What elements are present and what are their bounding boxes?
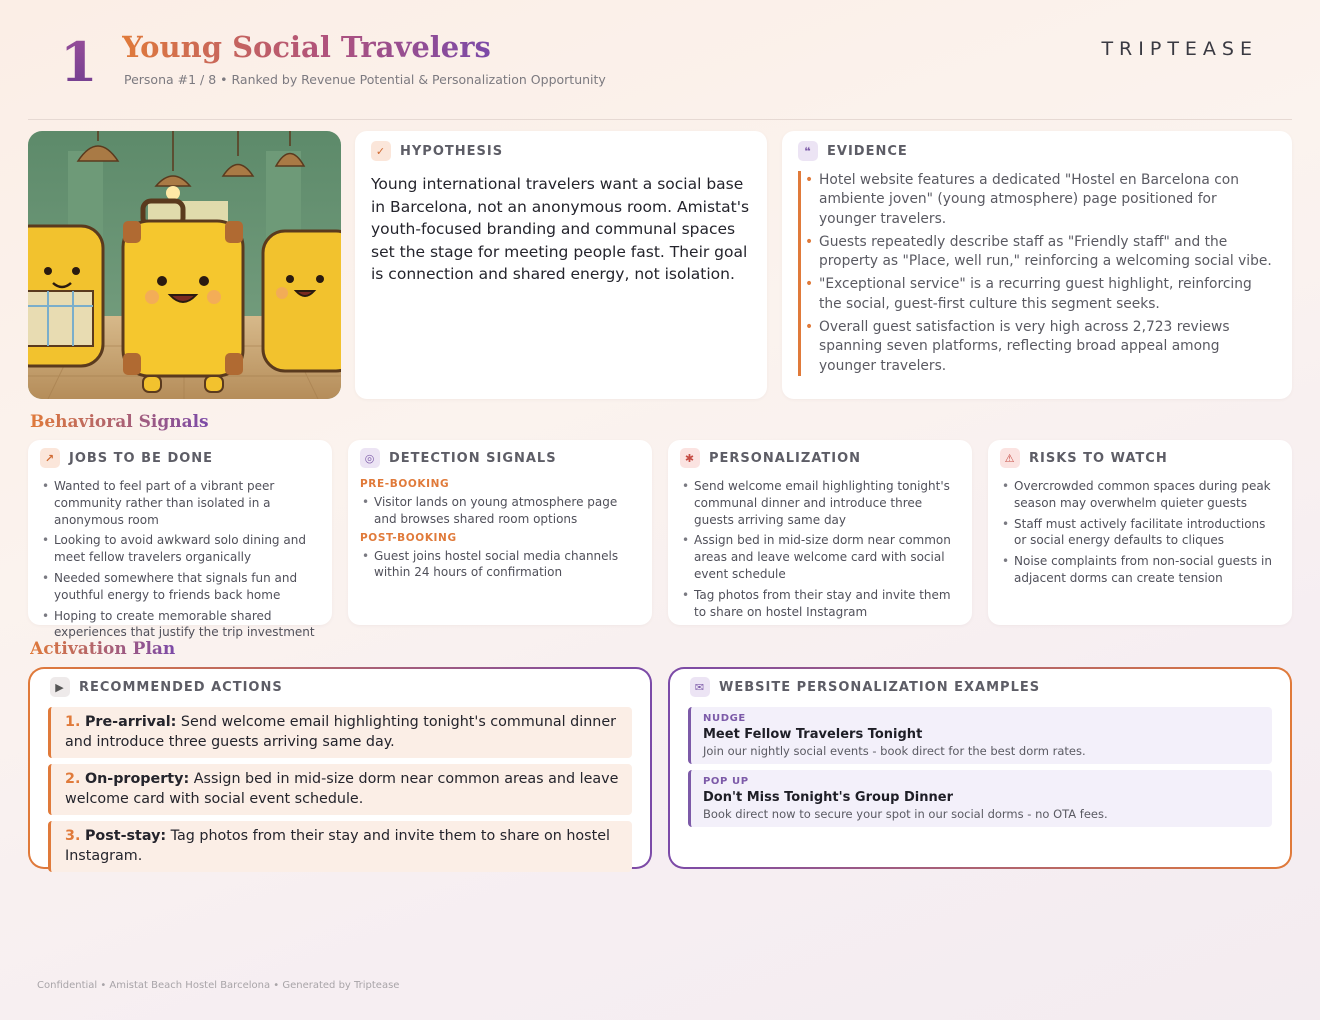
evidence-heading: EVIDENCE (827, 143, 908, 159)
example-description: Join our nightly social events - book direct for the best dorm rates. (703, 744, 1086, 758)
personalization-card (668, 440, 972, 625)
list-item: • Send welcome email highlighting tonight's communal dinner and introduce three guests arriving same day (680, 478, 960, 528)
list-item: • Looking to avoid awkward solo dining and meet fellow travelers organically (40, 532, 320, 566)
website-card (670, 669, 1290, 867)
page-subtitle: Persona #1 / 8 • Ranked by Revenue Potential & Personalization Opportunity (124, 72, 606, 87)
list-item: • Assign bed in mid-size dorm near common areas and leave welcome card with social event schedule (680, 532, 960, 582)
website-example-nudge (688, 707, 1272, 764)
evidence-list (798, 171, 1276, 376)
evidence-item: • "Exceptional service" is a recurring guest highlight, reinforcing the social, guest-first culture this segment seeks. (819, 275, 1276, 314)
actions-heading: RECOMMENDED ACTIONS (79, 679, 283, 695)
arrow-up-right-icon: ↗ (40, 448, 60, 468)
actions-list (48, 707, 632, 872)
hypothesis-heading: HYPOTHESIS (400, 143, 504, 159)
hypothesis-card (355, 131, 767, 399)
risks-heading-row (1000, 448, 1280, 468)
example-headline: Meet Fellow Travelers Tonight (703, 727, 923, 742)
footer: Confidential • Amistat Beach Hostel Barcelona • Generated by Triptease (37, 980, 400, 991)
example-tag: POP UP (703, 776, 749, 787)
page-title: Young Social Travelers (122, 30, 491, 64)
header-divider (28, 119, 1292, 120)
website-example-popup (688, 770, 1272, 827)
quote-icon: ❝ (798, 141, 818, 161)
action-item-on-property: 2. On-property: Assign bed in mid-size dorm near common areas and leave welcome card with social event schedule. (48, 764, 632, 815)
jobs-heading-row (40, 448, 320, 468)
evidence-item: • Hotel website features a dedicated "Hostel en Barcelona con ambiente joven" (young atmosphere) page positioned for younger travelers. (819, 171, 1276, 229)
actions-heading-row (50, 677, 632, 697)
example-description: Book direct now to secure your spot in our social dorms - no OTA fees. (703, 807, 1108, 821)
website-heading-row (690, 677, 1272, 697)
risks-card (988, 440, 1292, 625)
example-tag: NUDGE (703, 713, 746, 724)
pre-booking-label: PRE-BOOKING (360, 478, 450, 490)
target-icon: ◎ (360, 448, 380, 468)
sparkle-icon: ✱ (680, 448, 700, 468)
website-heading: WEBSITE PERSONALIZATION EXAMPLES (719, 679, 1041, 695)
list-item: • Hoping to create memorable shared experiences that justify the trip investment (40, 608, 320, 642)
evidence-heading-row (798, 141, 1276, 161)
persona-number: 1 (60, 30, 98, 94)
jobs-card (28, 440, 332, 640)
suitcase-characters-image (28, 131, 341, 399)
evidence-item: • Overall guest satisfaction is very high across 2,723 reviews spanning seven platforms, reflecting broad appeal among younger travelers. (819, 318, 1276, 376)
action-item-pre-arrival: 1. Pre-arrival: Send welcome email highlighting tonight's communal dinner and introduce three guests arriving same day. (48, 707, 632, 758)
warning-icon: ⚠ (1000, 448, 1020, 468)
pre-booking-list (360, 494, 640, 528)
website-card-border (668, 667, 1292, 869)
list-item: • Noise complaints from non-social guests in adjacent dorms can create tension (1000, 553, 1280, 587)
persona-illustration (28, 131, 341, 399)
activation-plan-title: Activation Plan (30, 639, 176, 659)
list-item: • Tag photos from their stay and invite them to share on hostel Instagram (680, 587, 960, 621)
list-item: • Staff must actively facilitate introductions or social energy defaults to cliques (1000, 516, 1280, 550)
personalization-list (680, 478, 960, 620)
list-item: • Wanted to feel part of a vibrant peer community rather than isolated in a anonymous room (40, 478, 320, 528)
evidence-item: • Guests repeatedly describe staff as "Friendly staff" and the property as "Place, well run," reinforcing a welcoming social vibe. (819, 233, 1276, 272)
actions-card (30, 669, 650, 867)
personalization-heading-row (680, 448, 960, 468)
detection-card (348, 440, 652, 625)
hypothesis-text: Young international travelers want a social base in Barcelona, not an anonymous room. Amistat's youth-focused branding and communal spaces set the stage for meeting people fast. Their goal is connection and shared energy, not isolation. (371, 175, 750, 283)
jobs-list (40, 478, 320, 641)
action-item-post-stay: 3. Post-stay: Tag photos from their stay and invite them to share on hostel Instagram. (48, 821, 632, 872)
brand-logo: TRIPTEASE (1101, 38, 1258, 60)
envelope-icon: ✉ (690, 677, 710, 697)
behavioral-signals-title: Behavioral Signals (30, 412, 209, 432)
personalization-heading: PERSONALIZATION (709, 450, 862, 466)
website-examples-list (688, 707, 1272, 827)
post-booking-label: POST-BOOKING (360, 531, 457, 544)
list-item: • Overcrowded common spaces during peak season may overwhelm quieter guests (1000, 478, 1280, 512)
list-item: • Needed somewhere that signals fun and youthful energy to friends back home (40, 570, 320, 604)
actions-card-border (28, 667, 652, 869)
risks-heading: RISKS TO WATCH (1029, 450, 1168, 466)
example-headline: Don't Miss Tonight's Group Dinner (703, 790, 953, 805)
detection-heading: DETECTION SIGNALS (389, 450, 557, 466)
jobs-heading: JOBS TO BE DONE (69, 450, 214, 466)
evidence-card (782, 131, 1292, 399)
play-icon: ▶ (50, 677, 70, 697)
detection-heading-row (360, 448, 640, 468)
post-booking-list (360, 548, 640, 582)
check-icon: ✓ (371, 141, 391, 161)
list-item: • Guest joins hostel social media channels within 24 hours of confirmation (360, 548, 640, 582)
risks-list (1000, 478, 1280, 587)
list-item: • Visitor lands on young atmosphere page and browses shared room options (360, 494, 640, 528)
hypothesis-heading-row (371, 141, 751, 161)
header (0, 0, 1320, 120)
